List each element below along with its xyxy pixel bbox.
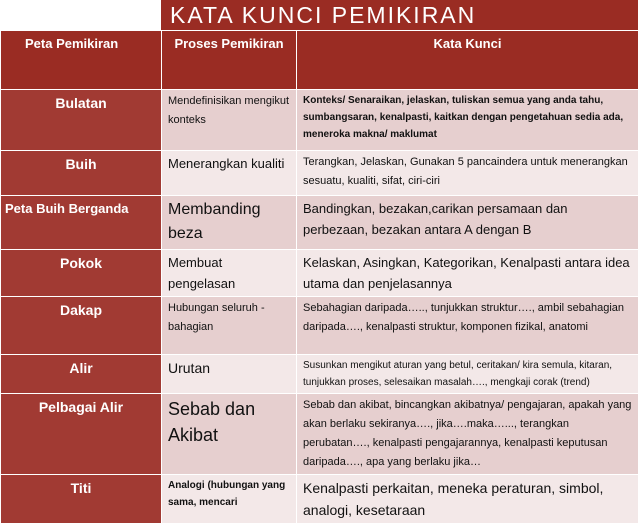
row-name: Dakap <box>1 297 162 355</box>
row-process: Urutan <box>162 355 297 394</box>
table-row <box>1 475 638 524</box>
header-kata-kunci: Kata Kunci <box>297 31 638 90</box>
table-row <box>1 90 638 151</box>
header-peta-pemikiran: Peta Pemikiran <box>1 31 162 90</box>
table-row <box>1 196 638 250</box>
row-keywords: Susunkan mengikut aturan yang betul, ceritakan/ kira semula, kitaran, tunjukkan proses, selesaikan masalah…., mengkaji corak (trend) <box>297 355 638 394</box>
table-row <box>1 250 638 297</box>
table-row <box>1 151 638 196</box>
row-keywords: Kelaskan, Asingkan, Kategorikan, Kenalpasti antara idea utama dan penjelasannya <box>297 250 638 297</box>
table-header-row <box>1 31 638 90</box>
row-process: Membanding beza <box>162 196 297 250</box>
row-process: Menerangkan kualiti <box>162 151 297 196</box>
row-name: Titi <box>1 475 162 524</box>
row-keywords: Kenalpasti perkaitan, meneka peraturan, simbol, analogi, kesetaraan <box>297 475 638 524</box>
keyword-table <box>0 30 638 524</box>
row-name: Bulatan <box>1 90 162 151</box>
slide-title: KATA KUNCI PEMIKIRAN <box>170 2 476 28</box>
row-keywords: Sebab dan akibat, bincangkan akibatnya/ pengajaran, apakah yang akan berlaku sekiranya…., jika….maka…..., terangkan perubatan…., kenalpasti pengajarannya, kenalpasti keputusan daripada…., apa yang berlaku jika… <box>297 394 638 475</box>
table-row <box>1 394 638 475</box>
row-name: Pelbagai Alir <box>1 394 162 475</box>
row-process: Sebab dan Akibat <box>162 394 297 475</box>
table-row <box>1 355 638 394</box>
row-process: Analogi (hubungan yang sama, mencari <box>162 475 297 524</box>
row-process: Hubungan seluruh - bahagian <box>162 297 297 355</box>
row-name: Pokok <box>1 250 162 297</box>
header-proses-pemikiran: Proses Pemikiran <box>162 31 297 90</box>
table-row <box>1 297 638 355</box>
row-process: Membuat pengelasan <box>162 250 297 297</box>
row-keywords: Konteks/ Senaraikan, jelaskan, tuliskan semua yang anda tahu, sumbangsaran, kenalpasti, kaitkan dengan pengetahuan sedia ada, meneroka makna/ maklumat <box>297 90 638 151</box>
row-keywords: Terangkan, Jelaskan, Gunakan 5 pancaindera untuk menerangkan sesuatu, kualiti, sifat, ciri-ciri <box>297 151 638 196</box>
row-process: Mendefinisikan mengikut konteks <box>162 90 297 151</box>
row-name: Peta Buih Berganda <box>1 196 162 250</box>
row-name: Buih <box>1 151 162 196</box>
row-name: Alir <box>1 355 162 394</box>
row-keywords: Bandingkan, bezakan,carikan persamaan dan perbezaan, bezakan antara A dengan B <box>297 196 638 250</box>
row-keywords: Sebahagian daripada….., tunjukkan struktur…., ambil sebahagian daripada…., kenalpasti struktur, komponen fizikal, anatomi <box>297 297 638 355</box>
